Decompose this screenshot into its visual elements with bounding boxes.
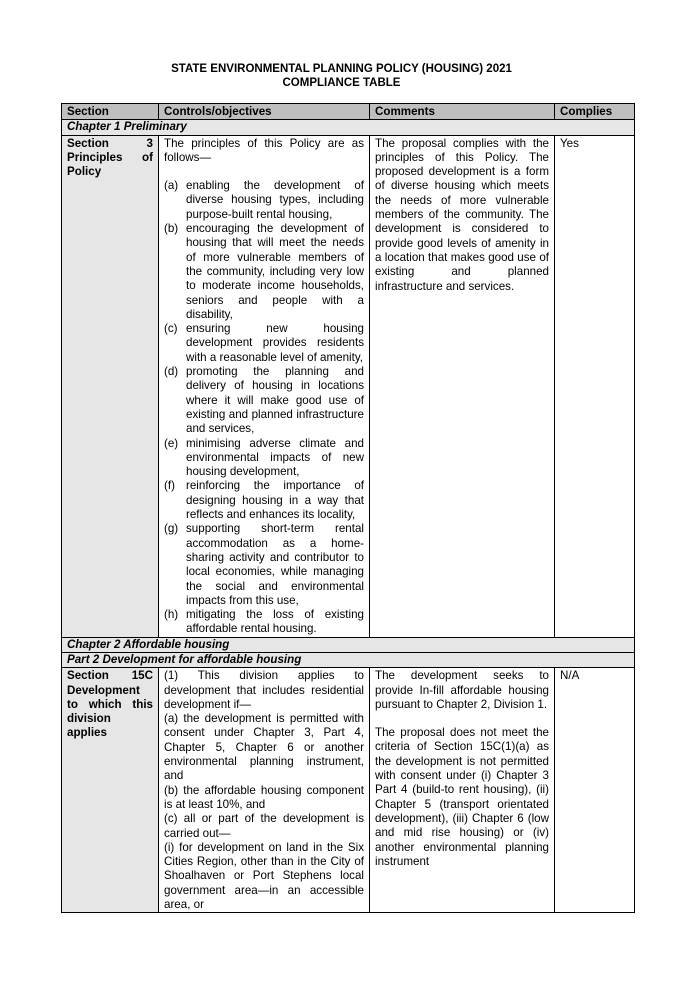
- principle-label: (a): [164, 179, 179, 193]
- control-line: (1) This division applies to development that includes residential development if—: [164, 669, 364, 711]
- principle-label: (h): [164, 608, 179, 622]
- chapter-heading: Chapter 1 Preliminary: [62, 120, 635, 135]
- principle-text: enabling the development of diverse housing types, including purpose-built rental housing,: [186, 179, 364, 221]
- compliance-table: [61, 103, 635, 913]
- complies-cell: N/A: [555, 668, 635, 913]
- principle-label: (d): [164, 365, 179, 379]
- principle-item: [164, 222, 364, 322]
- principle-label: (b): [164, 222, 179, 236]
- principle-item: [164, 365, 364, 436]
- chapter-heading: Chapter 2 Affordable housing: [62, 637, 635, 652]
- table-row: [62, 135, 635, 637]
- part-row: [62, 652, 635, 667]
- section-cell: Section 15C Development to which this division applies: [62, 668, 159, 913]
- comment-paragraph: The proposal does not meet the criteria of Section 15C(1)(a) as the development is not permitted with consent under (i) Chapter 3 Part 4 (build-to rent housing), (ii) Chapter 5 (transport orientated development), (iii) Chapter 6 (low and mid rise housing) or (iv) another environmental planning instrument: [375, 726, 549, 868]
- principle-item: [164, 322, 364, 365]
- control-line: (a) the development is permitted with consent under Chapter 3, Part 4, Chapter 5, Chapter 6 or another environmental planning instrument, and: [164, 712, 364, 783]
- principle-text: reinforcing the importance of designing housing in a way that reflects and enhances its locality,: [186, 479, 364, 522]
- principle-item: [164, 437, 364, 480]
- complies-cell: Yes: [555, 135, 635, 637]
- principle-text: supporting short-term rental accommodation as a home-sharing activity and contributor to local economies, while managing the social and environmental impacts from this use,: [186, 522, 364, 607]
- principle-label: (g): [164, 522, 179, 536]
- controls-cell: [159, 668, 370, 913]
- principle-label: (c): [164, 322, 178, 336]
- chapter-row: [62, 637, 635, 652]
- principle-item: [164, 608, 364, 637]
- document-title: STATE ENVIRONMENTAL PLANNING POLICY (HOUSING) 2021: [171, 63, 512, 75]
- header-comments: Comments: [370, 104, 555, 120]
- principle-label: (e): [164, 436, 179, 450]
- comments-cell: [370, 668, 555, 913]
- control-line: (i) for development on land in the Six Cities Region, other than in the City of Shoalhaven or Port Stephens local government area—in an accessible area, or: [164, 840, 364, 912]
- comments-cell: The proposal complies with the principles of this Policy. The proposed development is a form of diverse housing which meets the needs of more vulnerable members of the community. The development is considered to provide good levels of amenity in a location that makes good use of existing and planned infrastructure and services.: [370, 135, 555, 637]
- controls-intro: The principles of this Policy are as follows—: [164, 136, 364, 164]
- controls-cell: [159, 135, 370, 637]
- control-line: (c) all or part of the development is carried out—: [164, 812, 364, 840]
- principle-text: promoting the planning and delivery of housing in locations where it will make good use of existing and planned infrastructure and services,: [186, 365, 364, 436]
- principle-label: (f): [164, 479, 175, 493]
- comment-paragraph: The development seeks to provide In-fill affordable housing pursuant to Chapter 2, Division 1.: [375, 669, 549, 711]
- principle-text: mitigating the loss of existing affordable rental housing.: [186, 608, 364, 636]
- principle-text: ensuring new housing development provides residents with a reasonable level of amenity,: [186, 322, 364, 364]
- part-heading: Part 2 Development for affordable housing: [62, 652, 635, 667]
- section-cell: Section 3 Principles of Policy: [62, 135, 159, 637]
- header-complies: Complies: [555, 104, 635, 120]
- control-line: (b) the affordable housing component is at least 10%, and: [164, 783, 364, 811]
- header-row: [62, 104, 635, 120]
- principles-list: [164, 179, 364, 637]
- document-subtitle: COMPLIANCE TABLE: [282, 77, 401, 89]
- principle-item: [164, 179, 364, 222]
- principle-item: [164, 522, 364, 608]
- table-row: [62, 668, 635, 913]
- chapter-row: [62, 120, 635, 135]
- principle-item: [164, 479, 364, 522]
- header-controls: Controls/objectives: [159, 104, 370, 120]
- header-section: Section: [62, 104, 159, 120]
- principle-text: encouraging the development of housing that will meet the needs of more vulnerable members of the community, including very low to moderate income households, seniors and people with a disability,: [186, 222, 364, 321]
- principle-text: minimising adverse climate and environmental impacts of new housing development,: [186, 436, 364, 479]
